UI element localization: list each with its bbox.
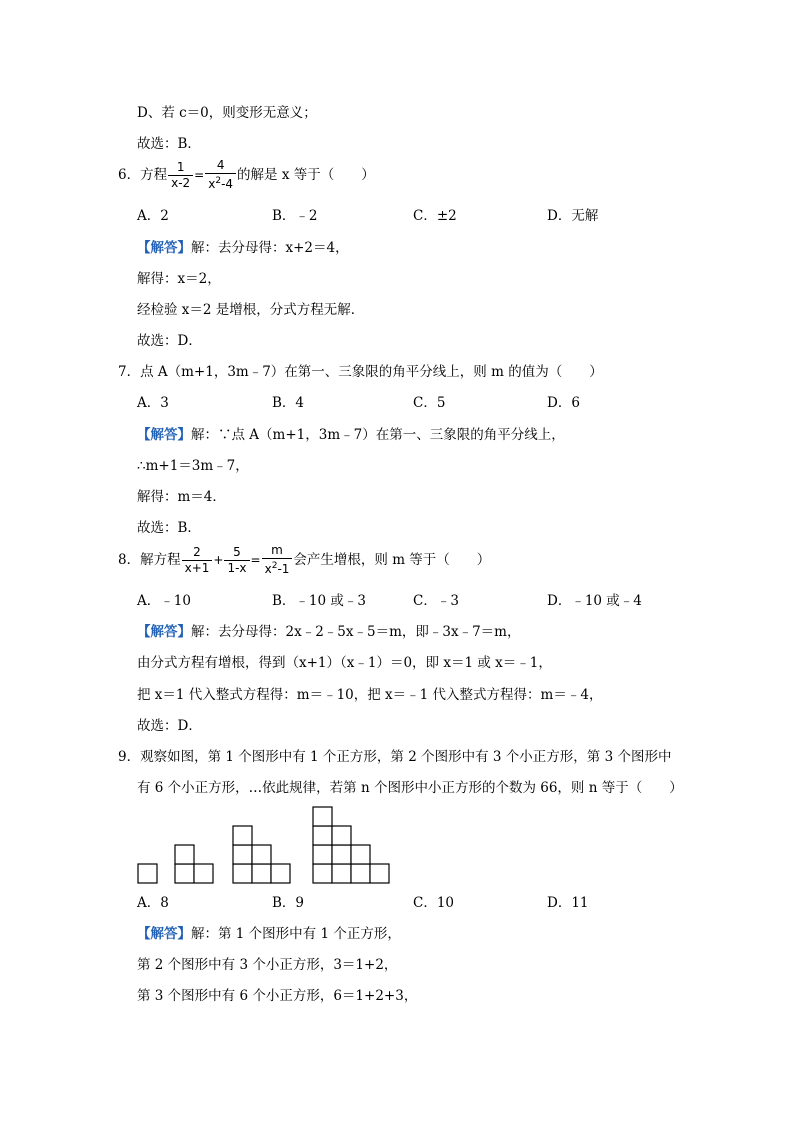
small-square xyxy=(194,864,213,883)
small-square xyxy=(233,826,252,845)
small-square xyxy=(271,864,290,883)
q9-option-c: C．10 xyxy=(413,895,455,911)
question-9-stem-line-1: 9．观察如图，第 1 个图形中有 1 个正方形，第 2 个图形中有 3 个小正方形，第 3 个图形中 xyxy=(118,749,672,765)
q6-solution-2: 解得：x＝2， xyxy=(137,271,221,287)
q8-option-b: B．﹣10 或﹣3 xyxy=(272,593,366,609)
question-7-stem: 7．点 A（m+1，3m﹣7）在第一、三象限的角平分线上，则 m 的值为（ ） xyxy=(118,364,603,380)
q6-solution-4: 故选：D． xyxy=(137,333,202,349)
q6-option-b: B．﹣2 xyxy=(272,208,318,224)
q7-option-d: D．6 xyxy=(547,395,580,411)
small-square xyxy=(370,864,389,883)
small-square xyxy=(138,864,157,883)
fraction-2: $\frac{4}{x^2-4}$ xyxy=(205,158,236,192)
q6-option-d: D．无解 xyxy=(547,208,599,224)
q8-solution-4: 故选：D． xyxy=(137,718,202,734)
q8-solution-1: 【解答】解：去分母得：2x﹣2﹣5x﹣5＝m，即﹣3x﹣7＝m， xyxy=(137,624,521,640)
option-d-explanation: D、若 c＝0，则变形无意义； xyxy=(137,105,317,121)
q7-solution-3: 解得：m＝4． xyxy=(137,489,226,505)
q9-solution-1: 【解答】解：第 1 个图形中有 1 个正方形， xyxy=(137,926,401,942)
small-square xyxy=(332,826,351,845)
q9-option-b: B．9 xyxy=(272,895,305,911)
small-square xyxy=(313,845,332,864)
small-square xyxy=(351,864,370,883)
small-square xyxy=(313,807,332,826)
staircase-squares-figure xyxy=(137,805,397,885)
q7-option-c: C．5 xyxy=(413,395,446,411)
q9-solution-2: 第 2 个图形中有 3 个小正方形，3＝1+2， xyxy=(137,957,398,973)
q7-solution-2: ∴m+1＝3m﹣7， xyxy=(137,458,249,474)
q9-option-a: A．8 xyxy=(137,895,169,911)
q8-solution-2: 由分式方程有增根，得到（x+1）（x﹣1）＝0，即 x＝1 或 x＝﹣1， xyxy=(137,655,552,671)
q6-option-a: A．2 xyxy=(137,208,169,224)
q9-option-d: D．11 xyxy=(547,895,589,911)
q6-solution-3: 经检验 x＝2 是增根，分式方程无解． xyxy=(137,302,365,318)
q7-option-b: B．4 xyxy=(272,395,305,411)
q7-solution-4: 故选：B． xyxy=(137,520,201,536)
question-8-stem: 8．解方程 $\frac{2}{x+1}$ + $\frac{5}{1-x}$ = $\frac{m}{x^2-1}$ 会产生增根，则 m 等于（ ） xyxy=(118,543,491,576)
small-square xyxy=(313,864,332,883)
answer-line: 故选：B． xyxy=(137,136,201,152)
q9-solution-3: 第 3 个图形中有 6 个小正方形，6＝1+2+3， xyxy=(137,988,418,1004)
small-square xyxy=(351,845,370,864)
small-square xyxy=(332,845,351,864)
small-square xyxy=(233,845,252,864)
small-square xyxy=(252,845,271,864)
fraction-2: $\frac{5}{1-x}$ xyxy=(224,545,249,576)
q7-solution-1: 【解答】解：∵点 A（m+1，3m﹣7）在第一、三象限的角平分线上， xyxy=(137,427,565,443)
q8-option-d: D．﹣10 或﹣4 xyxy=(547,593,642,609)
q6-solution-1: 【解答】解：去分母得：x+2＝4， xyxy=(137,240,349,256)
small-square xyxy=(233,864,252,883)
small-square xyxy=(252,864,271,883)
question-6-stem: 6．方程 $\frac{1}{x-2}$ = $\frac{4}{x^2-4}$ 的解是 x 等于（ ） xyxy=(118,158,375,191)
q8-option-c: C．﹣3 xyxy=(413,593,459,609)
q6-option-c: C．±2 xyxy=(413,208,457,224)
fraction-1: $\frac{1}{x-2}$ xyxy=(168,160,193,191)
q8-solution-3: 把 x＝1 代入整式方程得：m＝﹣10，把 x＝﹣1 代入整式方程得：m＝﹣4， xyxy=(137,687,603,703)
small-square xyxy=(313,826,332,845)
small-square xyxy=(175,845,194,864)
q8-option-a: A．﹣10 xyxy=(137,593,191,609)
q7-option-a: A．3 xyxy=(137,395,169,411)
fraction-1: $\frac{2}{x+1}$ xyxy=(182,545,213,576)
fraction-3: $\frac{m}{x^2-1}$ xyxy=(262,543,293,577)
small-square xyxy=(175,864,194,883)
small-square xyxy=(332,864,351,883)
question-9-stem-line-2: 有 6 个小正方形，…依此规律，若第 n 个图形中小正方形的个数为 66，则 n 等于（ ） xyxy=(137,780,683,796)
